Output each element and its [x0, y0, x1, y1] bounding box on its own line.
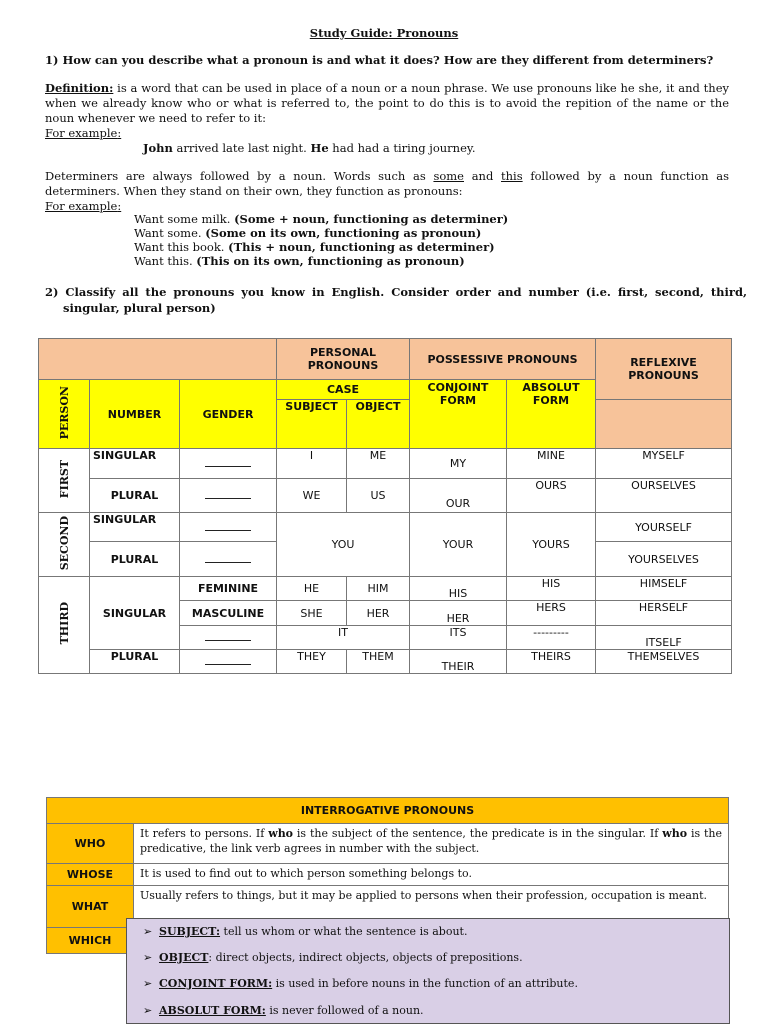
header-absolut: ABSOLUT FORM [507, 380, 596, 449]
interrogative-header: INTERROGATIVE PRONOUNS [47, 798, 729, 824]
cell-object: HIM [347, 577, 410, 601]
interrogative-who: WHO [47, 824, 134, 864]
cell-reflexive: OURSELVES [596, 479, 732, 513]
determiner-example: Want this. (This on its own, functioning as pronoun) [134, 254, 465, 268]
gender-masculine: MASCULINE [180, 601, 277, 626]
cell-absolut: MINE [507, 449, 596, 479]
header-conjoint: CONJOINT FORM [410, 380, 507, 449]
determiner-example: Want some. (Some on its own, functioning as pronoun) [134, 226, 482, 240]
header-number: NUMBER [90, 380, 180, 449]
cell-reflexive: YOURSELF [596, 513, 732, 542]
cell-object: US [347, 479, 410, 513]
header-subject: SUBJECT [277, 400, 347, 449]
cell-object: THEM [347, 650, 410, 674]
cell-absolut: THEIRS [507, 650, 596, 674]
number-singular: SINGULAR [90, 577, 180, 650]
cell-reflexive: MYSELF [596, 449, 732, 479]
cell-conjoint: MY [410, 449, 507, 479]
interrogative-whose: WHOSE [47, 864, 134, 886]
cell-absolut: HERS [507, 601, 596, 626]
person-second: SECOND [39, 513, 90, 577]
cell-reflexive: THEMSELVES [596, 650, 732, 674]
cell-reflexive: YOURSELVES [596, 542, 732, 577]
determiner-example: Want some milk. (Some + noun, functioning as determiner) [134, 212, 509, 226]
question-2: 2) Classify all the pronouns you know in English. Consider order and number (i.e. first, second, third, singular, plural person) [45, 285, 747, 315]
cell-conjoint: HER [410, 601, 507, 626]
cell-object: ME [347, 449, 410, 479]
header-case: CASE [277, 380, 410, 400]
header-person: PERSON [39, 380, 90, 449]
number-plural: PLURAL [90, 542, 180, 577]
header-reflexive: REFLEXIVE PRONOUNS [596, 339, 732, 400]
for-example-label-2: For example: [45, 199, 122, 213]
whose-description: It is used to find out to which person something belongs to. [134, 864, 729, 886]
gender-blank [180, 626, 277, 650]
cell-absolut: YOURS [507, 513, 596, 577]
header-personal: PERSONAL PRONOUNS [277, 339, 410, 380]
person-third: THIRD [39, 577, 90, 674]
cell-reflexive: HERSELF [596, 601, 732, 626]
cell-subject: WE [277, 479, 347, 513]
determiner-example: Want this book. (This + noun, functioning as determiner) [134, 240, 495, 254]
cell-object: HER [347, 601, 410, 626]
header-gender: GENDER [180, 380, 277, 449]
number-singular: SINGULAR [90, 449, 180, 479]
cell-absolut: HIS [507, 577, 596, 601]
cell-subject: HE [277, 577, 347, 601]
interrogative-what: WHAT [47, 886, 134, 928]
gender-feminine: FEMININE [180, 577, 277, 601]
arrow-bullet-icon: ➢ [143, 925, 153, 938]
note-item: ➢ OBJECT: direct objects, indirect objects, objects of prepositions. [143, 951, 523, 964]
arrow-bullet-icon: ➢ [143, 1004, 153, 1017]
cell-absolut: OURS [507, 479, 596, 513]
definition-text: is a word that can be used in place of a noun or a noun phrase. We use pronouns like he she, it and they when we already know who or what is referred to, the point to do this is to avoid the repition of the name or the noun whenever we need to refer to it: [45, 81, 729, 125]
definition-paragraph [45, 81, 729, 126]
number-plural: PLURAL [90, 479, 180, 513]
cell-subject: SHE [277, 601, 347, 626]
note-item: ➢ ABSOLUT FORM: is never followed of a noun. [143, 1004, 424, 1017]
cell-conjoint: YOUR [410, 513, 507, 577]
cell-conjoint: HIS [410, 577, 507, 601]
gender-blank [180, 449, 277, 479]
header-possessive: POSSESSIVE PRONOUNS [410, 339, 596, 380]
pronoun-table [38, 338, 732, 674]
gender-blank [180, 650, 277, 674]
note-item: ➢ SUBJECT: tell us whom or what the sentence is about. [143, 925, 468, 938]
note-item: ➢ CONJOINT FORM: is used in before nouns in the function of an attribute. [143, 977, 578, 990]
table-corner [39, 339, 277, 380]
arrow-bullet-icon: ➢ [143, 977, 153, 990]
arrow-bullet-icon: ➢ [143, 951, 153, 964]
header-object: OBJECT [347, 400, 410, 449]
number-singular: SINGULAR [90, 513, 180, 542]
cell-personal: YOU [277, 513, 410, 577]
cell-reflexive: HIMSELF [596, 577, 732, 601]
cell-absolut: --------- [507, 626, 596, 650]
gender-blank [180, 542, 277, 577]
cell-conjoint: ITS [410, 626, 507, 650]
question-1: 1) How can you describe what a pronoun is and what it does? How are they different from determiners? [45, 53, 714, 67]
interrogative-which: WHICH [47, 928, 134, 954]
determiners-paragraph: Determiners are always followed by a noun. Words such as some and this followed by a noun function as determiners. When they stand on their own, they function as pronouns: [45, 169, 729, 198]
example-john: John arrived late last night. He had had a tiring journey. [143, 141, 476, 155]
for-example-label-1: For example: [45, 126, 122, 140]
gender-blank [180, 513, 277, 542]
cell-personal: IT [277, 626, 410, 650]
cell-subject: I [277, 449, 347, 479]
person-first: FIRST [39, 449, 90, 513]
cell-conjoint: THEIR [410, 650, 507, 674]
cell-conjoint: OUR [410, 479, 507, 513]
what-description: Usually refers to things, but it may be applied to persons when their profession, occupation is meant. [134, 886, 729, 928]
page-title: Study Guide: Pronouns [309, 26, 459, 40]
cell-reflexive: ITSELF [596, 626, 732, 650]
definitions-box [126, 918, 730, 1024]
cell-subject: THEY [277, 650, 347, 674]
gender-blank [180, 479, 277, 513]
reflexive-spacer [596, 400, 732, 449]
number-plural: PLURAL [90, 650, 180, 674]
who-description: It refers to persons. If who is the subject of the sentence, the predicate is in the singular. If who is the predicative, the link verb agrees in number with the subject. [134, 824, 729, 864]
definition-label: Definition: [45, 81, 114, 95]
